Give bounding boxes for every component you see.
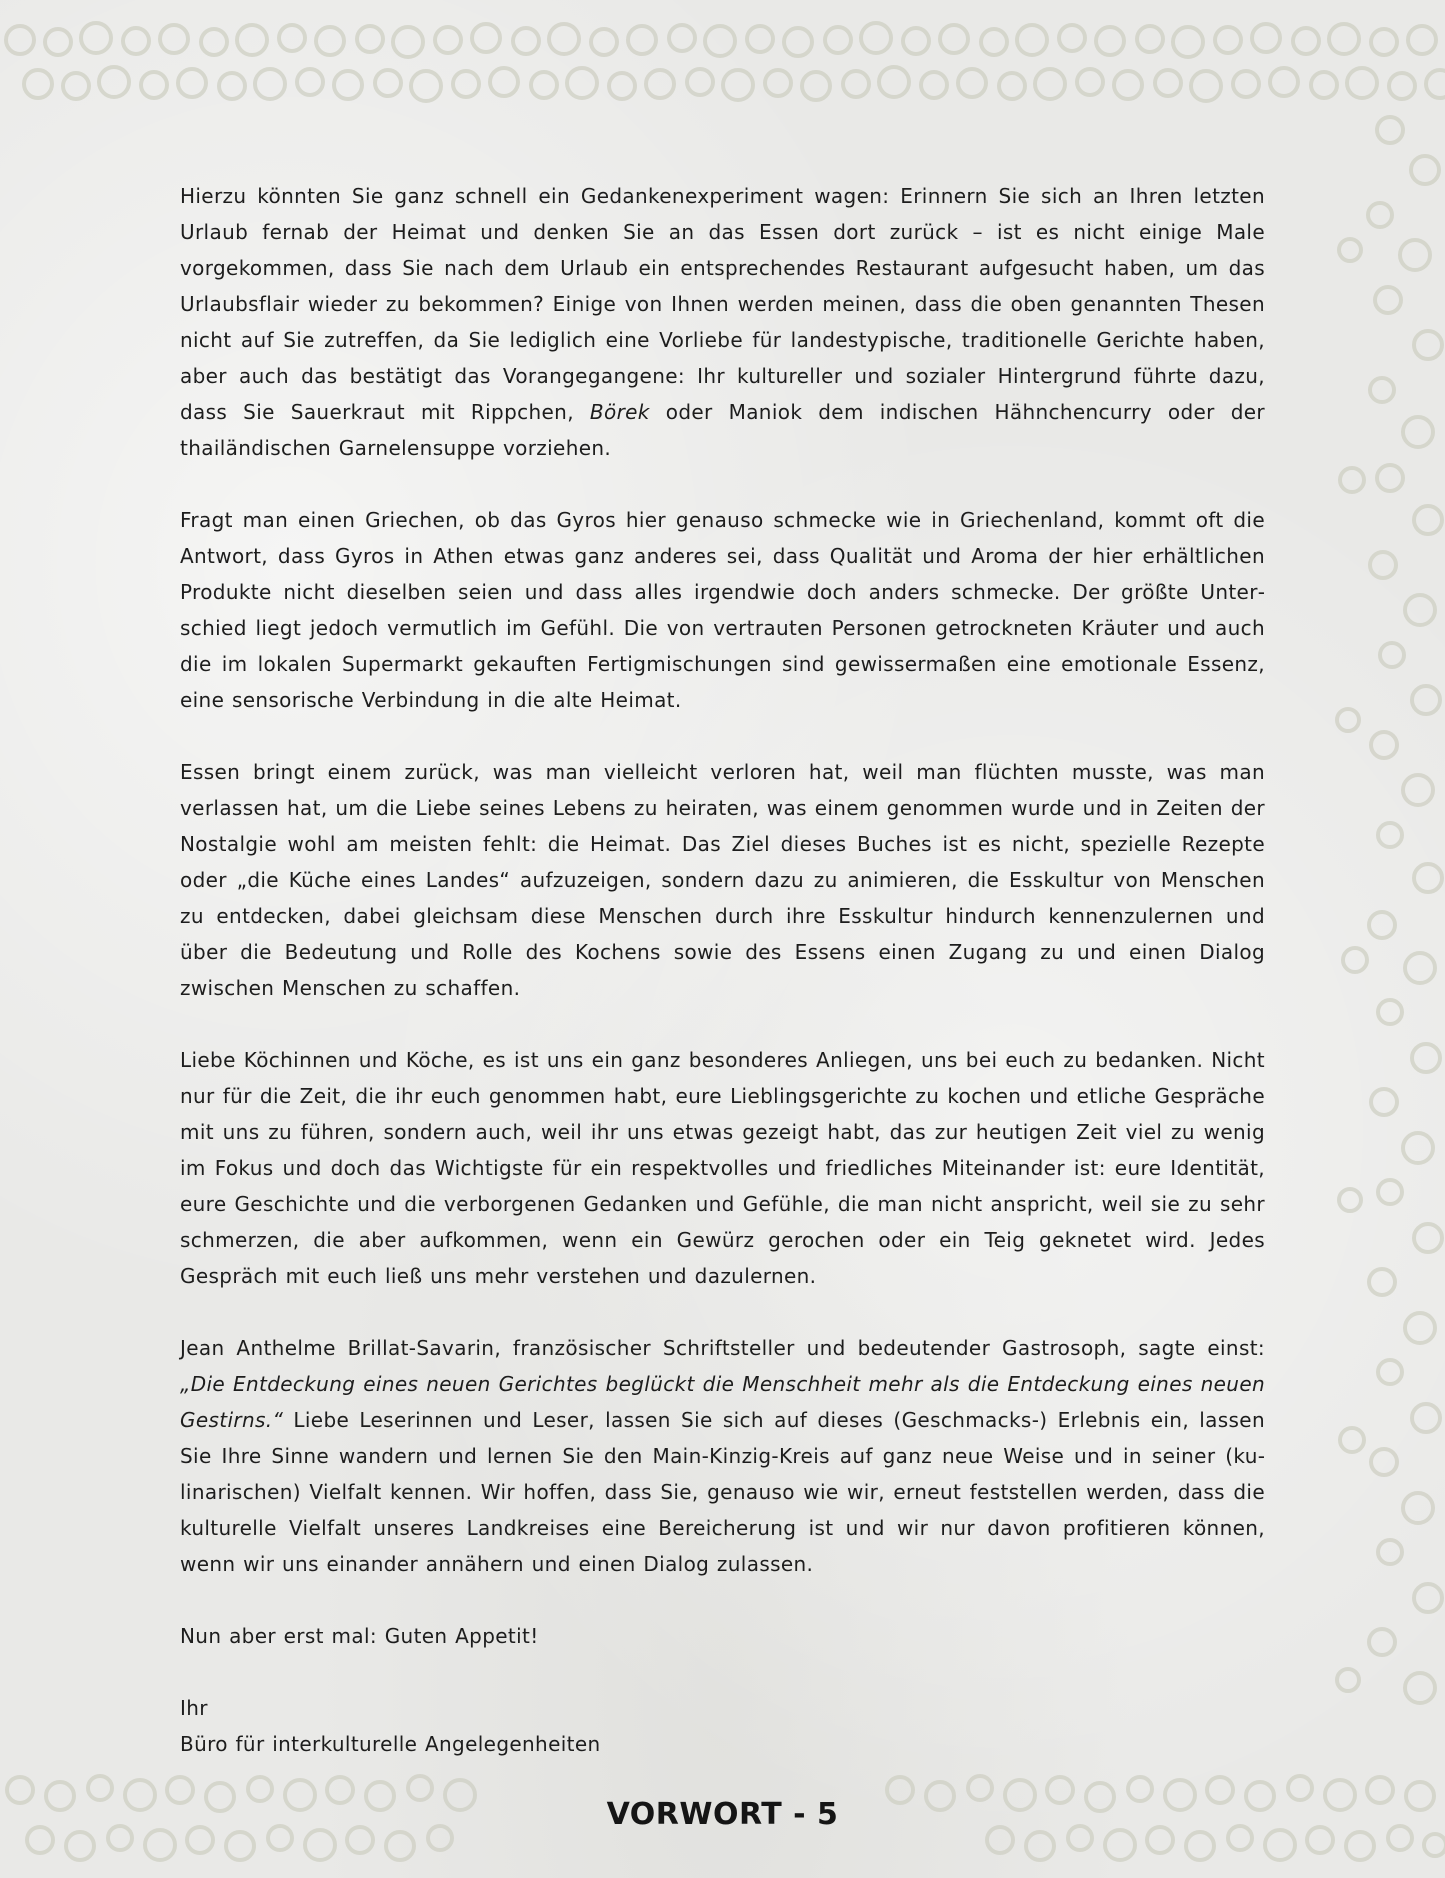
footer-section-title: VORWORT: [606, 1797, 783, 1832]
paragraph-5: [180, 1330, 1265, 1582]
paragraph-1-end: oder Maniok dem indischen Hähnchencurry oder der thailändischen Garnelensuppe vorziehen.: [180, 400, 1266, 460]
paragraph-1: [180, 178, 1265, 466]
page-footer: [0, 1797, 1445, 1832]
paragraph-5-start: Jean Anthelme Brillat-Savarin, französischer Schriftsteller und bedeutender Gastrosoph, sagte einst:: [180, 1336, 1265, 1360]
brillat-savarin-quote: „Die Entdeckung eines neuen Gerichtes beglückt die Menschheit mehr als die Entdeckung eines neuen Gestirns.“: [180, 1372, 1265, 1432]
paragraph-1-text: Hierzu könnten Sie ganz schnell ein Gedankenexperiment wagen: Erinnern Sie sich an Ihren letzten Urlaub fernab der Heimat und denken Sie an das Essen dort zurück – ist es nicht einige Male vorgekommen, dass Sie nach dem Urlaub ein entsprechendes Restaurant aufgesucht haben, um das Urlaubsflair wieder zu bekommen? Einige von Ihnen werden meinen, dass die oben genannten Thesen nicht auf Sie zutreffen, da Sie lediglich eine Vorliebe für landestypische, traditionelle Gerichte haben, aber auch das bestätigt das Vorangegangene: Ihr kultureller und sozialer Hintergrund führte dazu, dass Sie Sauerkraut mit Rippchen,: [180, 184, 1265, 424]
paragraph-4: Liebe Köchinnen und Köche, es ist uns ein ganz besonderes Anliegen, uns bei euch zu bedanken. Nicht nur für die Zeit, die ihr euch genommen habt, eure Lieblingsgerichte zu kochen und etliche Gespräche mit uns zu führen, sondern auch, weil ihr uns etwas gezeigt habt, das zur heutigen Zeit viel zu wenig im Fokus und doch das Wichtigste für ein respektvolles und friedliches Miteinander ist: eure Identität, eure Geschichte und die verborgenen Gedanken und Gefühle, die man nicht anspricht, weil sie zu sehr schmerzen, die aber aufkommen, wenn ein Gewürz gerochen oder ein Teig geknetet wird. Jedes Gespräch mit euch ließ uns mehr verstehen und dazulernen.: [180, 1048, 1265, 1288]
paragraph-5-end: Liebe Leserinnen und Leser, lassen Sie sich auf dieses (Geschmacks-) Erlebnis ein, lassen Sie Ihre Sinne wandern und lernen Sie den Main-Kinzig-Kreis auf ganz neue Weise und in seiner (kulinarischen) Vielfalt kennen. Wir hoffen, dass Sie, genauso wie wir, erneut feststellen werden, dass die kulturelle Vielfalt unseres Landkreises eine Bereicherung ist und wir nur davon profitieren können, wenn wir uns einander annähern und einen Dialog zulassen.: [180, 1408, 1265, 1576]
paragraph-3: Essen bringt einem zurück, was man vielleicht verloren hat, weil man flüchten musste, was man verlassen hat, um die Liebe seines Lebens zu heiraten, was einem genommen wurde und in Zeiten der Nostalgie wohl am meisten fehlt: die Heimat. Das Ziel dieses Buches ist es nicht, spezielle Rezepte oder „die Küche eines Landes“ aufzuzeigen, sondern dazu zu animieren, die Esskultur von Menschen zu entdecken, dabei gleichsam diese Menschen durch ihre Esskultur hindurch kennenzulernen und über die Bedeutung und Rolle des Kochens sowie des Essens einen Zugang zu und einen Dialog zwischen Menschen zu schaffen.: [180, 760, 1265, 1000]
paragraph-2: Fragt man einen Griechen, ob das Gyros hier genauso schmecke wie in Griechenland, kommt oft die Antwort, dass Gyros in Athen etwas ganz anderes sei, dass Qualität und Aroma der hier erhältlichen Produkte nicht dieselben seien und dass alles irgendwie doch anders schmecke. Der größte Unterschied liegt jedoch vermutlich im Gefühl. Die von vertrauten Personen getrockneten Kräuter und auch die im lokalen Supermarkt gekauften Fertigmischungen sind gewissermaßen eine emotionale Essenz, eine sensorische Verbindung in die alte Heimat.: [180, 508, 1265, 712]
footer-separator: -: [782, 1797, 818, 1832]
signature-line-2: Büro für interkulturelle Angelegenheiten: [180, 1732, 601, 1756]
paragraph-6: Nun aber erst mal: Guten Appetit!: [180, 1624, 539, 1648]
signature-line-1: Ihr: [180, 1696, 208, 1720]
foreword-body: [180, 178, 1265, 1762]
page-number: 5: [817, 1797, 839, 1832]
signature: [180, 1690, 1265, 1762]
paragraph-1-italic: Börek: [589, 400, 650, 424]
